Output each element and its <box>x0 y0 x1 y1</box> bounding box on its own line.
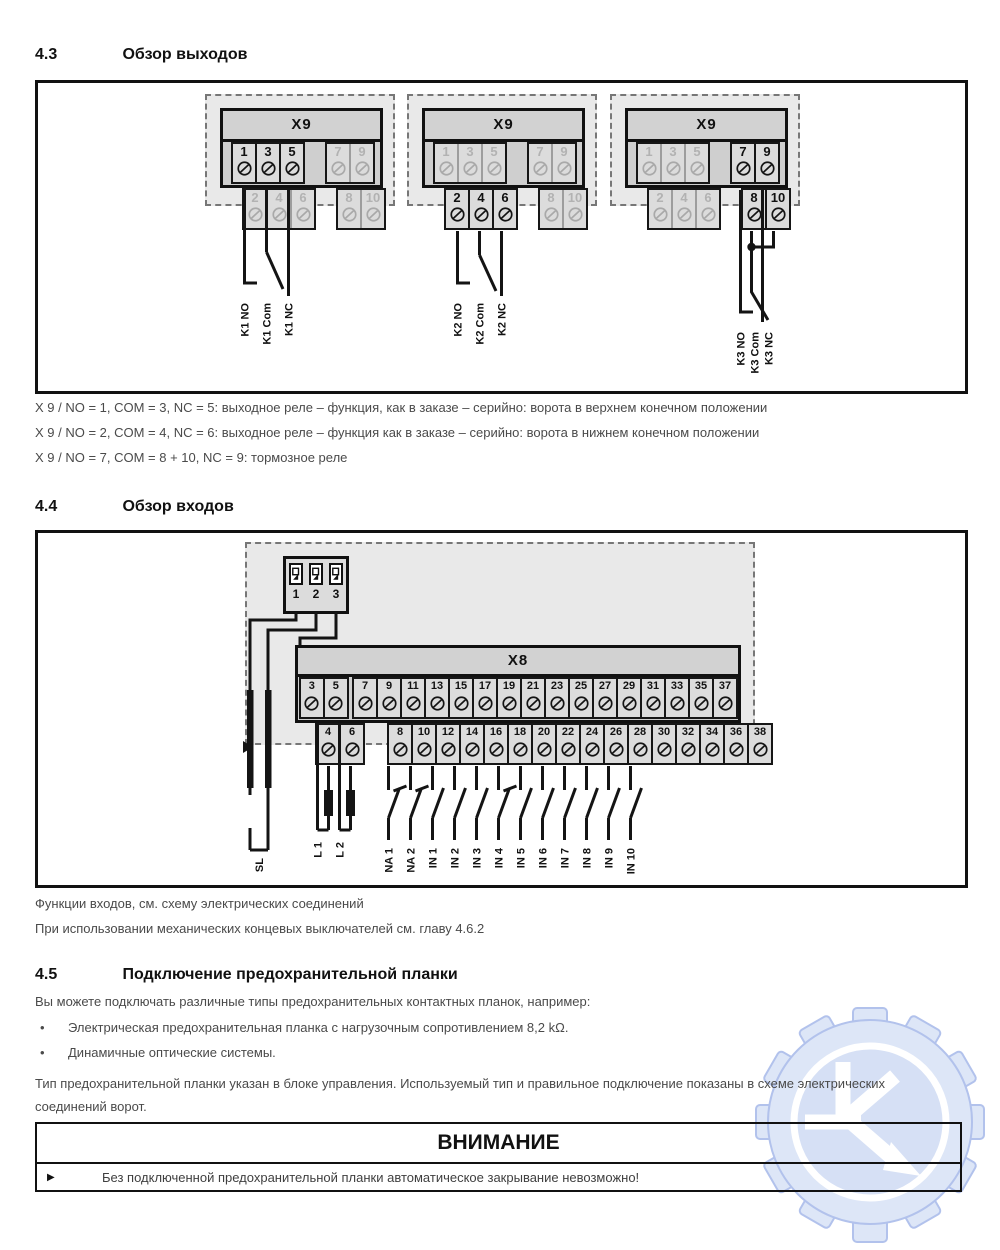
x9-block-3-top-row <box>628 142 785 185</box>
svg-text:K1 NO: K1 NO <box>239 303 252 337</box>
terminal-32: 32 <box>675 725 699 763</box>
terminal-10: 10 <box>562 190 586 228</box>
terminal-29: 29 <box>616 679 640 717</box>
terminal-3: 3 <box>457 144 481 182</box>
bullet-icon: • <box>40 1020 45 1035</box>
terminal-group <box>231 142 305 184</box>
svg-text:IN 10: IN 10 <box>625 848 638 875</box>
section-number: 4.3 <box>35 46 58 63</box>
terminal-6: 6 <box>290 190 314 228</box>
section-title: Подключение предохранительной планки <box>122 966 458 983</box>
terminal-group <box>730 142 780 184</box>
manual-page: 4.3 Обзор выходов X9 1 3 5 7 9 2 4 6 8 10 X9 1 3 5 7 9 2 4 6 8 10 X9 1 3 5 7 9 2 4 6 8 10 X 9 / NO = 1, COM = 3, NC = 5: выходное реле – функция, как в заказе – серийно: ворота в верхнем конечном положении X 9 / NO = 2, COM = 4, NC = 6: выходное реле – функция как в заказе – серийно: ворота в нижнем конечном положении X 9 / NO = 7, COM = 8 + 10, NC = 9: тормозное реле 4.4 Обзор входов 1 2 3 X8 3 5 7 9 11 13 15 17 19 21 23 25 27 29 31 33 35 37 4 6 8 10 12 14 16 18 20 22 24 26 28 30 32 34 36 38 Функции входов, см. схему электрических соединений При использовании механических концевых выключателей см. главу 4.6.2 4.5 Подключение предохранительной планки Вы можете подключать различные типы предохранительных контактных планок, например: • Электрическая предохранительная планка с нагрузочным сопротивлением 8,2 kΩ. • Динамичные оптические системы. Тип предохранительной планки указан в блоке управления. Используемый тип и правильное подключение показаны в схеме электрических соединений ворот. ВНИМАНИЕ ▶ Без подключенной предохранительной планки автоматическое закрывание невозможно! K1 NO K1 Com K1 NC K2 NO K2 Com K2 NC K3 NO K3 Com K3 NC SL L 1 L 2 NA 1 NA 2 IN 1 IN 2 IN 3 IN 4 IN 5 IN 6 IN 7 IN 8 IN 9 IN 10 <box>0 0 1000 1250</box>
x8-top-row <box>298 677 738 720</box>
warning-arrow-icon: ▶ <box>47 1172 55 1183</box>
spring-clamp-icon <box>289 563 303 585</box>
terminal-26: 26 <box>603 725 627 763</box>
outputs-note-3: X 9 / NO = 7, COM = 8 + 10, NC = 9: тормозное реле <box>35 450 348 465</box>
inputs-note-1: Функции входов, см. схему электрических соединений <box>35 896 364 911</box>
terminal-group <box>636 142 710 184</box>
terminal-16: 16 <box>483 725 507 763</box>
terminal-30: 30 <box>651 725 675 763</box>
terminal-1: 1 <box>435 144 457 182</box>
terminal-10: 10 <box>411 725 435 763</box>
section-heading-outputs <box>35 46 965 64</box>
terminal-2: 2 <box>649 190 671 228</box>
warning-box <box>35 1122 962 1192</box>
terminal-group <box>325 142 375 184</box>
terminal-gap <box>710 142 730 185</box>
terminal-gap <box>518 188 538 231</box>
terminal-gap <box>365 723 387 766</box>
terminal-gap <box>721 188 741 231</box>
terminal-9: 9 <box>349 144 373 182</box>
terminal-group <box>387 723 773 765</box>
x9-block-2-top-row <box>425 142 582 185</box>
safety-intro: Вы можете подключать различные типы предохранительных контактных планок, например: <box>35 994 591 1009</box>
terminal-24: 24 <box>579 725 603 763</box>
terminal-37: 37 <box>712 679 736 717</box>
terminal-group <box>352 677 738 719</box>
x9-block-2 <box>422 108 585 188</box>
terminal-9: 9 <box>376 679 400 717</box>
svg-text:IN 8: IN 8 <box>581 848 594 869</box>
terminal-5: 5 <box>481 144 505 182</box>
terminal-9: 9 <box>551 144 575 182</box>
x8-block <box>295 645 741 723</box>
svg-text:K2 NC: K2 NC <box>496 303 509 337</box>
svg-text:NA 1: NA 1 <box>383 848 396 873</box>
terminal-8: 8 <box>338 190 360 228</box>
terminal-7: 7 <box>529 144 551 182</box>
terminal-28: 28 <box>627 725 651 763</box>
terminal-36: 36 <box>723 725 747 763</box>
terminal-33: 33 <box>664 679 688 717</box>
x9-block-3 <box>625 108 788 188</box>
terminal-34: 34 <box>699 725 723 763</box>
terminal-gap <box>507 142 527 185</box>
svg-text:IN 7: IN 7 <box>559 848 572 869</box>
x8-bottom-row <box>315 723 773 766</box>
terminal-8: 8 <box>540 190 562 228</box>
x9-block-1 <box>220 108 383 188</box>
terminal-group <box>242 188 316 230</box>
svg-text:NA 2: NA 2 <box>405 848 418 873</box>
section-heading-safety <box>35 966 965 984</box>
x8-block-label: X8 <box>298 648 738 677</box>
input-connector-123 <box>283 556 349 614</box>
svg-text:K3 NO: K3 NO <box>735 332 748 366</box>
terminal-18: 18 <box>507 725 531 763</box>
terminal-15: 15 <box>448 679 472 717</box>
terminal-1: 1 <box>638 144 660 182</box>
terminal-gap <box>223 142 231 185</box>
outputs-note-1: X 9 / NO = 1, COM = 3, NC = 5: выходное реле – функция, как в заказе – серийно: ворота в верхнем конечном положении <box>35 400 768 415</box>
spring-clamp-icon <box>309 563 323 585</box>
svg-text:IN 6: IN 6 <box>537 848 550 869</box>
terminal-5: 5 <box>323 679 347 717</box>
terminal-3: 3 <box>660 144 684 182</box>
terminal-23: 23 <box>544 679 568 717</box>
terminal-17: 17 <box>472 679 496 717</box>
svg-text:SL: SL <box>254 858 266 873</box>
terminal-6: 6 <box>695 190 719 228</box>
terminal-group <box>336 188 386 230</box>
terminal-gap <box>425 142 433 185</box>
svg-text:IN 2: IN 2 <box>449 848 462 869</box>
terminal-group <box>647 188 721 230</box>
terminal-group <box>741 188 791 230</box>
terminal-2: 2 <box>446 190 468 228</box>
terminal-group <box>444 188 518 230</box>
terminal-group <box>315 723 365 765</box>
svg-text:IN 1: IN 1 <box>427 848 440 869</box>
svg-text:L 2: L 2 <box>334 842 347 858</box>
section-number: 4.5 <box>35 966 58 983</box>
terminal-10: 10 <box>765 190 789 228</box>
warning-row <box>37 1164 960 1191</box>
terminal-7: 7 <box>327 144 349 182</box>
svg-text:K1 NC: K1 NC <box>283 303 296 337</box>
x9-block-1-top-row <box>223 142 380 185</box>
terminal-gap <box>316 188 336 231</box>
connector-pin-1: 1 <box>288 563 305 611</box>
warning-text: Без подключенной предохранительной планки автоматическое закрывание невозможно! <box>102 1170 640 1185</box>
x9-block-1-bottom-row <box>242 188 386 231</box>
terminal-group <box>299 677 349 719</box>
terminal-20: 20 <box>531 725 555 763</box>
terminal-31: 31 <box>640 679 664 717</box>
terminal-gap <box>628 142 636 185</box>
terminal-3: 3 <box>301 679 323 717</box>
section-heading-inputs <box>35 498 965 516</box>
terminal-6: 6 <box>492 190 516 228</box>
terminal-22: 22 <box>555 725 579 763</box>
connector-pin-3: 3 <box>328 563 345 611</box>
terminal-6: 6 <box>339 725 363 763</box>
svg-text:IN 3: IN 3 <box>471 848 484 869</box>
terminal-38: 38 <box>747 725 771 763</box>
svg-text:K1 Com: K1 Com <box>261 303 274 345</box>
terminal-4: 4 <box>671 190 695 228</box>
svg-text:IN 9: IN 9 <box>603 848 616 869</box>
terminal-8: 8 <box>743 190 765 228</box>
terminal-14: 14 <box>459 725 483 763</box>
terminal-2: 2 <box>244 190 266 228</box>
section-title: Обзор выходов <box>122 46 248 63</box>
section-number: 4.4 <box>35 498 58 515</box>
bullet-icon: • <box>40 1045 45 1060</box>
terminal-group <box>538 188 588 230</box>
terminal-3: 3 <box>255 144 279 182</box>
terminal-7: 7 <box>354 679 376 717</box>
svg-text:K3 Com: K3 Com <box>749 332 762 374</box>
terminal-group <box>527 142 577 184</box>
x9-block-3-label: X9 <box>628 111 785 142</box>
terminal-8: 8 <box>389 725 411 763</box>
spring-clamp-icon <box>329 563 343 585</box>
x9-block-1-label: X9 <box>223 111 380 142</box>
outputs-note-2: X 9 / NO = 2, COM = 4, NC = 6: выходное реле – функция как в заказе – серийно: ворота в нижнем конечном положении <box>35 425 760 440</box>
terminal-27: 27 <box>592 679 616 717</box>
svg-text:IN 5: IN 5 <box>515 848 528 869</box>
terminal-4: 4 <box>317 725 339 763</box>
terminal-12: 12 <box>435 725 459 763</box>
terminal-7: 7 <box>732 144 754 182</box>
terminal-5: 5 <box>684 144 708 182</box>
x9-block-3-bottom-row <box>647 188 791 231</box>
terminal-gap <box>305 142 325 185</box>
svg-text:K2 Com: K2 Com <box>474 303 487 345</box>
connector-pin-2: 2 <box>308 563 325 611</box>
terminal-11: 11 <box>400 679 424 717</box>
terminal-21: 21 <box>520 679 544 717</box>
terminal-5: 5 <box>279 144 303 182</box>
terminal-4: 4 <box>468 190 492 228</box>
safety-paragraph: Тип предохранительной планки указан в блоке управления. Используемый тип и правильное подключение показаны в схеме электрических соединений ворот. <box>35 1076 886 1114</box>
section-title: Обзор входов <box>122 498 234 515</box>
svg-text:K2 NO: K2 NO <box>452 303 465 337</box>
terminal-25: 25 <box>568 679 592 717</box>
terminal-4: 4 <box>266 190 290 228</box>
warning-title: ВНИМАНИЕ <box>37 1124 960 1164</box>
inputs-note-2: При использовании механических концевых выключателей см. главу 4.6.2 <box>35 921 485 936</box>
terminal-10: 10 <box>360 190 384 228</box>
terminal-9: 9 <box>754 144 778 182</box>
svg-text:IN 4: IN 4 <box>493 848 506 869</box>
terminal-1: 1 <box>233 144 255 182</box>
x9-block-2-bottom-row <box>444 188 588 231</box>
terminal-13: 13 <box>424 679 448 717</box>
terminal-35: 35 <box>688 679 712 717</box>
terminal-group <box>433 142 507 184</box>
svg-text:K3 NC: K3 NC <box>763 332 776 366</box>
terminal-19: 19 <box>496 679 520 717</box>
x9-block-2-label: X9 <box>425 111 582 142</box>
svg-text:L 1: L 1 <box>312 842 325 858</box>
